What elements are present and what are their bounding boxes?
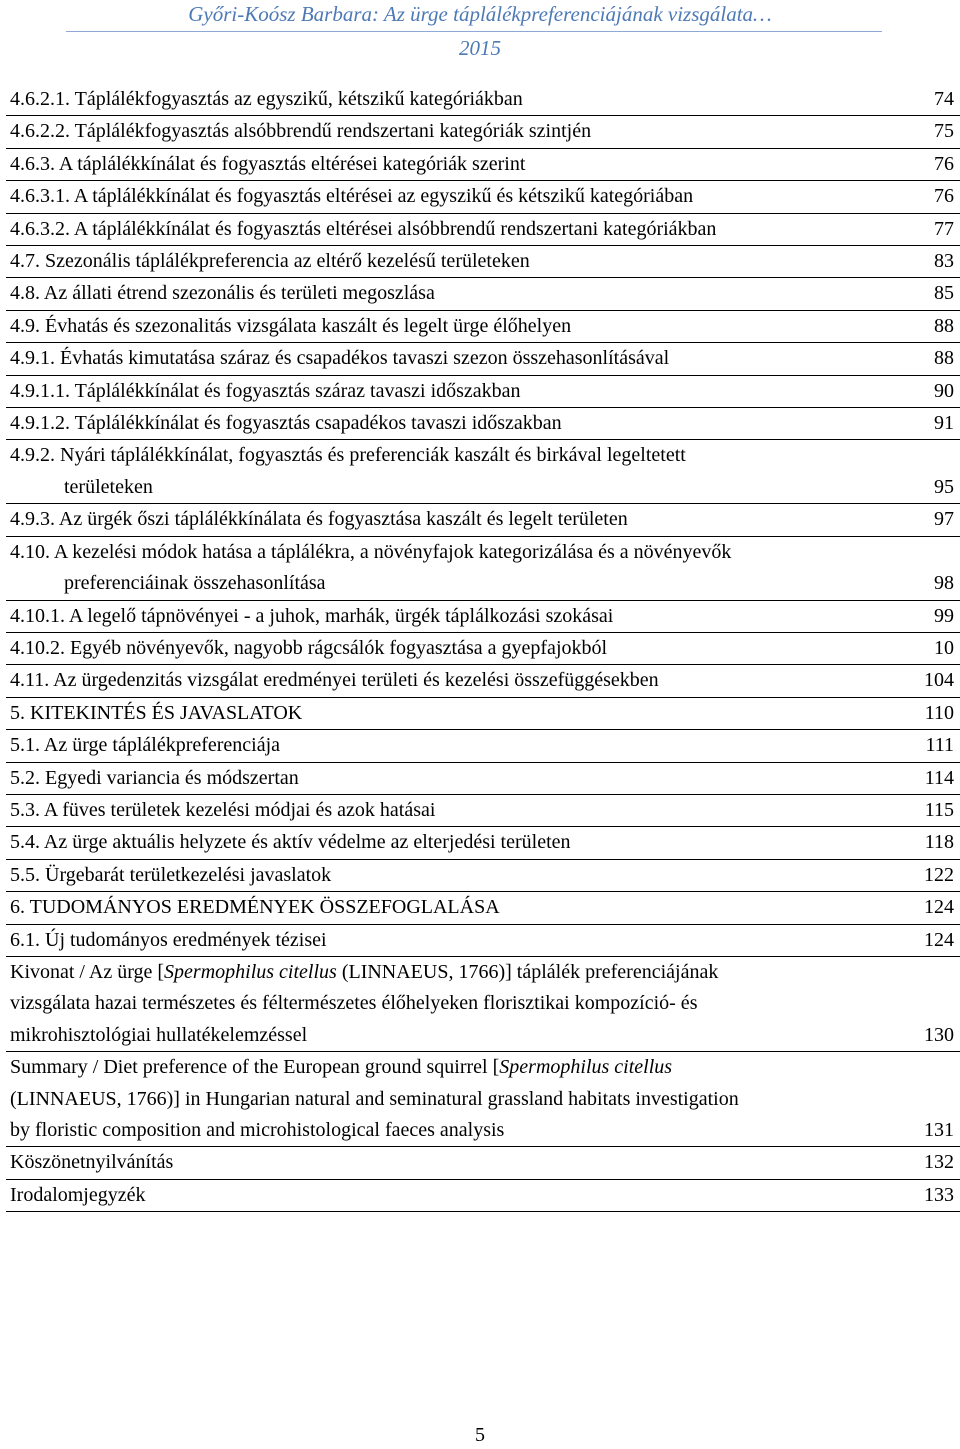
toc-entry[interactable] bbox=[6, 1052, 960, 1147]
toc-entry[interactable] bbox=[6, 601, 960, 633]
toc-entry-title-continuation: (LINNAEUS, 1766)] in Hungarian natural and seminatural grassland habitats investigation bbox=[10, 1087, 739, 1110]
toc-entry-title: Köszönetnyilvánítás bbox=[10, 1151, 174, 1174]
toc-entry-page: 76 bbox=[934, 152, 954, 175]
toc-entry-title: 4.9. Évhatás és szezonalitás vizsgálata kaszált és legelt ürge élőhelyen bbox=[10, 314, 572, 337]
toc-entry[interactable] bbox=[6, 537, 960, 601]
toc-entry[interactable] bbox=[6, 343, 960, 375]
table-of-contents bbox=[0, 84, 960, 1212]
toc-entry-page: 124 bbox=[924, 896, 954, 919]
toc-entry[interactable] bbox=[6, 116, 960, 148]
toc-entry-page: 130 bbox=[924, 1023, 954, 1046]
running-header-title: Győri-Koósz Barbara: Az ürge táplálékpreferenciájának vizsgálata… bbox=[188, 2, 772, 26]
toc-entry-title: 4.6.3. A táplálékkínálat és fogyasztás eltérései kategóriák szerint bbox=[10, 152, 526, 175]
toc-entry-page: 77 bbox=[934, 217, 954, 240]
toc-entry-title: 4.9.1. Évhatás kimutatása száraz és csapadékos tavaszi szezon összehasonlításával bbox=[10, 347, 670, 370]
toc-entry-title-species: Spermophilus citellus bbox=[164, 960, 337, 983]
toc-entry-title-continuation: mikrohisztológiai hullatékelemzéssel bbox=[10, 1023, 308, 1046]
toc-entry-page: 88 bbox=[934, 314, 954, 337]
toc-entry-title-part: (LINNAEUS, 1766)] táplálék preferenciájának bbox=[336, 960, 719, 983]
toc-entry-page: 98 bbox=[934, 572, 954, 595]
header-rule bbox=[66, 31, 882, 32]
toc-entry-title: 5. KITEKINTÉS ÉS JAVASLATOK bbox=[10, 701, 303, 724]
toc-entry-title: 4.6.3.2. A táplálékkínálat és fogyasztás eltérései alsóbbrendű rendszertani kategóriákban bbox=[10, 217, 717, 240]
toc-entry-page: 115 bbox=[924, 798, 954, 821]
toc-entry[interactable] bbox=[6, 311, 960, 343]
toc-entry-page: 90 bbox=[934, 379, 954, 402]
toc-entry-title-continuation: vizsgálata hazai természetes és féltermészetes élőhelyeken florisztikai kompozíció- és bbox=[10, 992, 698, 1015]
toc-entry-page: 91 bbox=[934, 412, 954, 435]
toc-entry-page: 95 bbox=[934, 475, 954, 498]
toc-entry[interactable] bbox=[6, 181, 960, 213]
toc-entry-page: 85 bbox=[934, 282, 954, 305]
toc-entry-page: 74 bbox=[934, 88, 954, 110]
toc-entry[interactable] bbox=[6, 376, 960, 408]
toc-entry-page: 75 bbox=[934, 120, 954, 143]
toc-entry-title: 4.6.3.1. A táplálékkínálat és fogyasztás eltérései az egyszikű és kétszikű kategóriában bbox=[10, 185, 694, 208]
toc-entry-title: 4.8. Az állati étrend szezonális és területi megoszlása bbox=[10, 282, 435, 305]
toc-entry-title: 5.2. Egyedi variancia és módszertan bbox=[10, 766, 299, 789]
toc-entry-title bbox=[6, 1052, 960, 1083]
toc-entry[interactable] bbox=[6, 214, 960, 246]
toc-entry-page: 124 bbox=[924, 928, 954, 951]
toc-entry-title: 4.6.2.2. Táplálékfogyasztás alsóbbrendű rendszertani kategóriák szintjén bbox=[10, 120, 592, 143]
toc-entry[interactable] bbox=[6, 633, 960, 665]
toc-entry-page: 76 bbox=[934, 185, 954, 208]
toc-entry[interactable] bbox=[6, 1147, 960, 1179]
toc-entry[interactable] bbox=[6, 665, 960, 697]
page-number: 5 bbox=[475, 1424, 485, 1446]
toc-entry[interactable] bbox=[6, 827, 960, 859]
toc-entry-page: 132 bbox=[924, 1151, 954, 1174]
toc-entry-title: 6. TUDOMÁNYOS EREDMÉNYEK ÖSSZEFOGLALÁSA bbox=[10, 896, 500, 919]
toc-entry[interactable] bbox=[6, 763, 960, 795]
toc-entry-title: Irodalomjegyzék bbox=[10, 1183, 146, 1206]
toc-entry-title: 5.3. A füves területek kezelési módjai és azok hatásai bbox=[10, 798, 436, 821]
toc-entry-page: 110 bbox=[924, 701, 954, 724]
toc-entry[interactable] bbox=[6, 149, 960, 181]
toc-entry[interactable] bbox=[6, 1180, 960, 1212]
toc-entry[interactable] bbox=[6, 892, 960, 924]
toc-entry-title bbox=[6, 957, 960, 988]
toc-entry-title: 4.10.1. A legelő tápnövényei - a juhok, marhák, ürgék táplálkozási szokásai bbox=[10, 604, 614, 627]
toc-entry-page: 104 bbox=[924, 669, 954, 692]
toc-entry-title: 5.5. Ürgebarát területkezelési javaslatok bbox=[10, 863, 332, 886]
toc-entry-title: 5.4. Az ürge aktuális helyzete és aktív védelme az elterjedési területen bbox=[10, 831, 571, 854]
toc-entry-title-part: Kivonat / Az ürge [ bbox=[10, 960, 165, 983]
toc-entry-title: 4.9.2. Nyári táplálékkínálat, fogyasztás és preferenciák kaszált és birkával legeltetett bbox=[10, 444, 686, 467]
toc-entry-page: 10 bbox=[934, 636, 954, 659]
toc-entry-page: 88 bbox=[934, 347, 954, 370]
toc-entry-title: 5.1. Az ürge táplálékpreferenciája bbox=[10, 734, 281, 757]
toc-entry-title: 4.9.3. Az ürgék őszi táplálékkínálata és fogyasztása kaszált és legelt területen bbox=[10, 508, 628, 531]
toc-entry-title: 4.11. Az ürgedenzitás vizsgálat eredményei területi és kezelési összefüggésekben bbox=[10, 669, 659, 692]
toc-entry-title-continuation: by floristic composition and microhistological faeces analysis bbox=[10, 1119, 505, 1141]
toc-entry[interactable] bbox=[6, 246, 960, 278]
toc-entry-page: 122 bbox=[924, 863, 954, 886]
toc-entry-page: 118 bbox=[924, 831, 954, 854]
toc-entry[interactable] bbox=[6, 84, 960, 116]
toc-entry-title-continuation: területeken bbox=[64, 475, 153, 498]
toc-entry-title-continuation: preferenciáinak összehasonlítása bbox=[64, 572, 326, 595]
toc-entry[interactable] bbox=[6, 408, 960, 440]
running-header-year: 2015 bbox=[459, 36, 501, 60]
toc-entry[interactable] bbox=[6, 440, 960, 504]
toc-entry-title-species: Spermophilus citellus bbox=[499, 1056, 673, 1079]
toc-entry-page: 111 bbox=[925, 734, 954, 757]
toc-entry-page: 131 bbox=[924, 1119, 954, 1141]
toc-entry-title: 4.10. A kezelési módok hatása a táplálékra, a növényfajok kategorizálása és a növényevők bbox=[10, 540, 732, 563]
toc-entry-title: 6.1. Új tudományos eredmények tézisei bbox=[10, 928, 327, 951]
toc-entry[interactable] bbox=[6, 730, 960, 762]
toc-entry[interactable] bbox=[6, 925, 960, 957]
toc-entry[interactable] bbox=[6, 860, 960, 892]
toc-entry[interactable] bbox=[6, 957, 960, 1052]
toc-entry-page: 133 bbox=[924, 1183, 954, 1206]
toc-entry[interactable] bbox=[6, 504, 960, 536]
toc-entry-title: 4.7. Szezonális táplálékpreferencia az eltérő kezelésű területeken bbox=[10, 250, 530, 273]
toc-entry-page: 114 bbox=[924, 766, 954, 789]
toc-entry[interactable] bbox=[6, 698, 960, 730]
toc-entry-title-part: Summary / Diet preference of the European ground squirrel [ bbox=[10, 1056, 500, 1079]
toc-entry[interactable] bbox=[6, 278, 960, 310]
toc-entry-page: 83 bbox=[934, 250, 954, 273]
toc-entry-title: 4.9.1.1. Táplálékkínálat és fogyasztás száraz tavaszi időszakban bbox=[10, 379, 521, 402]
toc-entry-page: 97 bbox=[934, 508, 954, 531]
toc-entry-title: 4.10.2. Egyéb növényevők, nagyobb rágcsálók fogyasztása a gyepfajokból bbox=[10, 636, 608, 659]
toc-entry-title: 4.9.1.2. Táplálékkínálat és fogyasztás csapadékos tavaszi időszakban bbox=[10, 412, 562, 435]
toc-entry[interactable] bbox=[6, 795, 960, 827]
toc-entry-title: 4.6.2.1. Táplálékfogyasztás az egyszikű, kétszikű kategóriákban bbox=[10, 88, 523, 110]
toc-entry-page: 99 bbox=[934, 604, 954, 627]
